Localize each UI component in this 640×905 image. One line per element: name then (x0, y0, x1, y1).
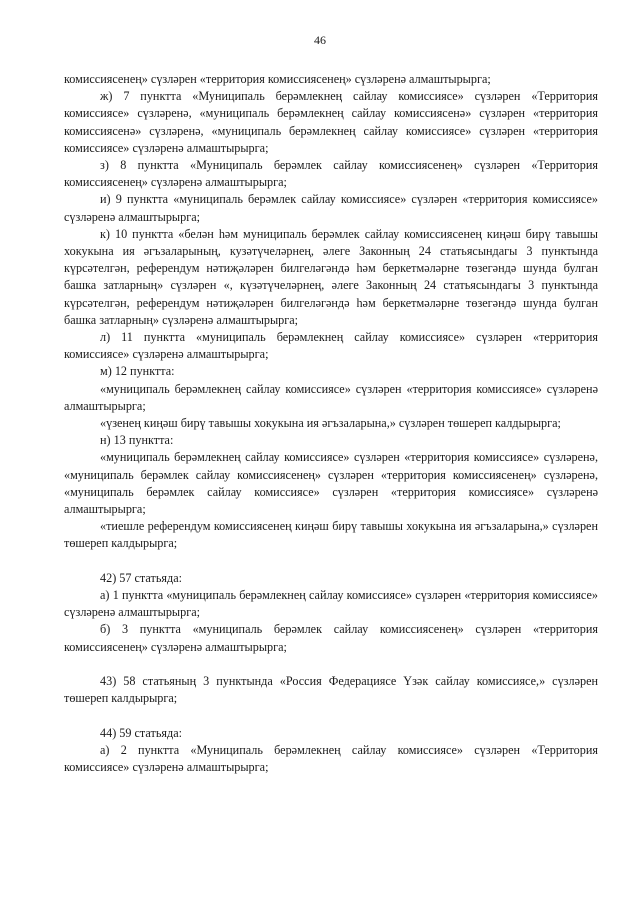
paragraph: и) 9 пунктта «муниципаль берәмлек сайлау комиссиясе» сүзләрен «территория комиссиясе» сүзләренә алмаштырырга; (64, 192, 598, 224)
page-number: 46 (314, 33, 326, 47)
paragraph: комиссиясенең» сүзләрен «территория комиссиясенең» сүзләренә алмаштырырга; (64, 72, 491, 86)
paragraph: 44) 59 статьяда: (100, 725, 182, 740)
paragraph: 43) 58 статьяның 3 пунктында «Россия Федерациясе Үзәк сайлау комиссиясе,» сүзләрен төшереп калдырырга; (64, 674, 598, 706)
paragraph: «муниципаль берәмлекнең сайлау комиссиясе» сүзләрен «территория комиссиясе» сүзләренә, «муниципаль берәмлек сайлау комиссиясенең» сүзләрен «территория комиссиясенең» сүзләренә, «муниципаль берәмлек сайлау комиссиясе» сүзләрен «территория комиссиясе» сүзләренә алмаштырырга; (64, 450, 598, 517)
paragraph-spacer (64, 656, 598, 673)
paragraph-spacer (64, 553, 598, 570)
paragraph: к) 10 пунктта «белән һәм муниципаль берәмлек сайлау комиссиясенең киңәш бирү тавышы хокукына ия әгъзаларының, кузәтүчеләрнең, әлеге Законның 24 статьясындагы 3 пунктында күрсәтелгән, референдум нәтиҗәләрен билгеләгәндә һәм беркетмәләрне төзегәндә шунда булган башка затларның» сүзләрен «, күзәтүчеләрнең, әлеге Законның 24 статьясындагы 3 пунктында күрсәтелгән, референдум нәтиҗәләрен билгеләгәндә һәм беркетмәләрне төзегәндә шунда булган башка затларның» сүзләренә алмаштырырга; (64, 226, 598, 327)
paragraph: а) 2 пунктта «Муниципаль берәмлекнең сайлау комиссиясе» сүзләрен «Территория комиссиясе» сүзләренә алмаштырырга; (64, 742, 598, 775)
paragraph: 42) 57 статьяда: (100, 570, 182, 585)
paragraph: «муниципаль берәмлекнең сайлау комиссиясе» сүзләрен «территория комиссиясе» сүзләренә алмаштырырга; (64, 381, 598, 413)
paragraph: а) 1 пунктта «муниципаль берәмлекнең сайлау комиссиясе» сүзләрен «территория комиссиясе» сүзләренә алмаштырырга; (64, 588, 598, 620)
paragraph: б) 3 пунктта «муниципаль берәмлек сайлау комиссиясенең» сүзләрен «территория комиссиясенең» сүзләренә алмаштырырга; (64, 622, 598, 654)
paragraph-spacer (64, 707, 598, 724)
paragraph: м) 12 пунктта: (100, 364, 175, 379)
paragraph: з) 8 пунктта «Муниципаль берәмлек сайлау комиссиясенең» сүзләрен «Территория комиссиясенең» сүзләренә алмаштырырга; (64, 158, 598, 190)
paragraph: л) 11 пунктта «муниципаль берәмлекнең сайлау комиссиясе» сүзләрен «территория комиссиясе» сүзләренә алмаштырырга; (64, 330, 598, 362)
paragraph: н) 13 пунктта: (100, 433, 174, 448)
paragraph: «үзенең киңәш бирү тавышы хокукына ия әгъзаларына,» сүзләрен төшереп калдырырга; (100, 416, 561, 431)
paragraph: ж) 7 пунктта «Муниципаль берәмлекнең сайлау комиссиясе» сүзләрен «Территория комиссиясе» сүзләренә, «муниципаль берәмлекнең сайлау комиссиясенә» сүзләрен «территория комиссиясенә» сүзләренә, «муниципаль берәмлекнең сайлау комиссиясе» сүзләрен «территория комиссиясе» сүзләренә алмаштырырга; (64, 89, 598, 155)
paragraph: «тиешле референдум комиссиясенең киңәш бирү тавышы хокукына ия әгъзаларына,» сүзләрен төшереп калдырырга; (64, 519, 598, 551)
document-body (64, 71, 598, 776)
